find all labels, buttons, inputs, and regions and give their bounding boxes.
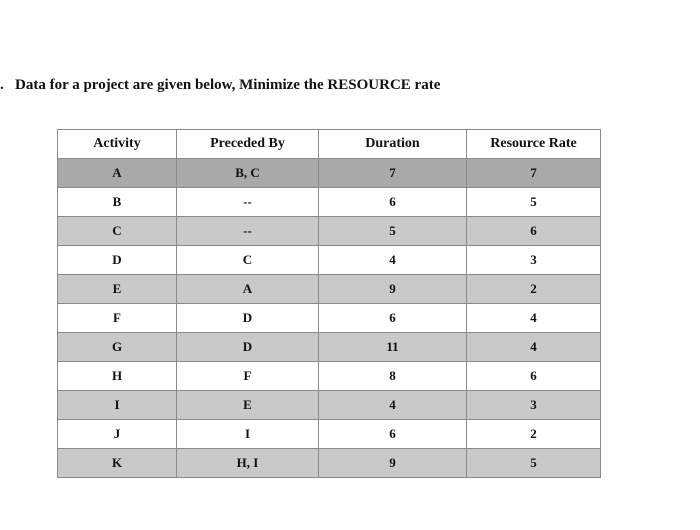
cell-duration: 4 — [319, 246, 467, 275]
cell-resource-rate: 4 — [467, 304, 601, 333]
cell-resource-rate: 3 — [467, 246, 601, 275]
cell-preceded-by: -- — [177, 188, 319, 217]
question-marker: . — [0, 76, 4, 93]
header-duration: Duration — [319, 130, 467, 159]
table-row — [58, 420, 601, 449]
cell-activity: B — [58, 188, 177, 217]
cell-resource-rate: 6 — [467, 362, 601, 391]
cell-resource-rate: 7 — [467, 159, 601, 188]
table-header-row — [58, 130, 601, 159]
cell-preceded-by: -- — [177, 217, 319, 246]
cell-resource-rate: 6 — [467, 217, 601, 246]
cell-preceded-by: E — [177, 391, 319, 420]
cell-duration: 9 — [319, 449, 467, 478]
cell-preceded-by: B, C — [177, 159, 319, 188]
cell-activity: J — [58, 420, 177, 449]
cell-resource-rate: 5 — [467, 449, 601, 478]
cell-duration: 6 — [319, 420, 467, 449]
table-row — [58, 188, 601, 217]
cell-duration: 8 — [319, 362, 467, 391]
cell-duration: 4 — [319, 391, 467, 420]
table-row — [58, 217, 601, 246]
cell-duration: 6 — [319, 188, 467, 217]
cell-preceded-by: D — [177, 304, 319, 333]
cell-activity: C — [58, 217, 177, 246]
cell-resource-rate: 2 — [467, 420, 601, 449]
cell-activity: I — [58, 391, 177, 420]
table-row — [58, 333, 601, 362]
table-row — [58, 391, 601, 420]
question-text: Data for a project are given below, Minimize the RESOURCE rate — [15, 76, 441, 93]
table-row — [58, 362, 601, 391]
cell-duration: 11 — [319, 333, 467, 362]
cell-activity: H — [58, 362, 177, 391]
cell-activity: G — [58, 333, 177, 362]
table-row — [58, 159, 601, 188]
question-text-line — [0, 74, 440, 96]
cell-resource-rate: 4 — [467, 333, 601, 362]
cell-preceded-by: H, I — [177, 449, 319, 478]
cell-activity: K — [58, 449, 177, 478]
cell-resource-rate: 3 — [467, 391, 601, 420]
cell-preceded-by: F — [177, 362, 319, 391]
cell-resource-rate: 2 — [467, 275, 601, 304]
cell-duration: 5 — [319, 217, 467, 246]
cell-activity: D — [58, 246, 177, 275]
cell-preceded-by: C — [177, 246, 319, 275]
table-row — [58, 449, 601, 478]
table-row — [58, 275, 601, 304]
cell-activity: A — [58, 159, 177, 188]
cell-resource-rate: 5 — [467, 188, 601, 217]
cell-preceded-by: D — [177, 333, 319, 362]
cell-activity: E — [58, 275, 177, 304]
header-activity: Activity — [58, 130, 177, 159]
cell-preceded-by: I — [177, 420, 319, 449]
cell-preceded-by: A — [177, 275, 319, 304]
header-resource-rate: Resource Rate — [467, 130, 601, 159]
table-row — [58, 246, 601, 275]
cell-duration: 9 — [319, 275, 467, 304]
table-row — [58, 304, 601, 333]
project-data-table — [57, 129, 601, 478]
cell-duration: 7 — [319, 159, 467, 188]
header-preceded-by: Preceded By — [177, 130, 319, 159]
cell-activity: F — [58, 304, 177, 333]
cell-duration: 6 — [319, 304, 467, 333]
